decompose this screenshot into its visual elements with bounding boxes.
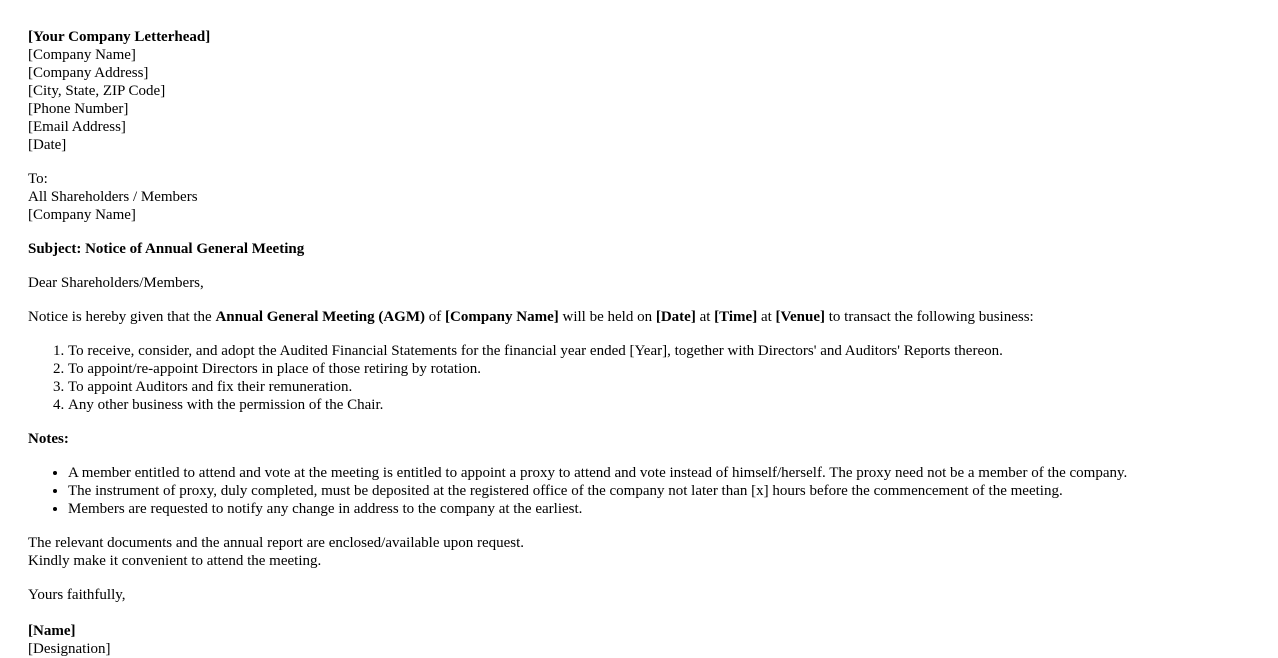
- intro-company-name: [Company Name]: [445, 309, 559, 325]
- intro-text: at: [695, 309, 715, 325]
- recipient-group: All Shareholders / Members: [28, 189, 198, 205]
- subject-line: Subject: Notice of Annual General Meeting: [28, 241, 305, 257]
- letterhead-company-name: [Company Name]: [28, 47, 136, 63]
- notes-heading: Notes:: [28, 431, 69, 447]
- spacer: [28, 154, 1278, 170]
- spacer: [28, 570, 1278, 586]
- intro-paragraph: [28, 308, 1278, 326]
- intro-meeting-name: Annual General Meeting (AGM): [215, 309, 426, 325]
- spacer: [28, 224, 1278, 240]
- letterhead-block: [28, 28, 1278, 154]
- signatory-name: [Name]: [28, 623, 76, 639]
- recipient-block: [28, 170, 1278, 224]
- spacer: [28, 604, 1278, 620]
- intro-text: of: [425, 309, 446, 325]
- letterhead-city-state-zip: [City, State, ZIP Code]: [28, 83, 166, 99]
- letterhead-phone: [Phone Number]: [28, 101, 129, 117]
- documents-line: The relevant documents and the annual report are enclosed/available upon request.: [28, 535, 525, 551]
- spacer: [28, 258, 1278, 274]
- note-item: • Members are requested to notify any change in address to the company at the earliest.: [68, 500, 1278, 518]
- recipient-company: [Company Name]: [28, 207, 136, 223]
- letterhead-email: [Email Address]: [28, 119, 126, 135]
- spacer: [28, 448, 1278, 464]
- intro-text: at: [757, 309, 776, 325]
- spacer: [28, 518, 1278, 534]
- intro-text: to transact the following business:: [824, 309, 1034, 325]
- business-item: 1. To receive, consider, and adopt the Audited Financial Statements for the financial year ended [Year], together with Directors' and Auditors' Reports thereon.: [68, 342, 1278, 360]
- business-list: [28, 342, 1278, 414]
- letterhead-date: [Date]: [28, 137, 67, 153]
- business-item: 3. To appoint Auditors and fix their remuneration.: [68, 378, 1278, 396]
- intro-time: [Time]: [714, 309, 758, 325]
- business-item: 2. To appoint/re-appoint Directors in place of those retiring by rotation.: [68, 360, 1278, 378]
- intro-text: Notice is hereby given that the: [28, 309, 216, 325]
- spacer: [28, 292, 1278, 308]
- note-item: • A member entitled to attend and vote at the meeting is entitled to appoint a proxy to attend and vote instead of himself/herself. The proxy need not be a member of the company.: [68, 464, 1278, 482]
- signatory-designation: [Designation]: [28, 641, 111, 657]
- intro-date: [Date]: [655, 309, 696, 325]
- note-item: • The instrument of proxy, duly completed, must be deposited at the registered office of the company not later than [x] hours before the commencement of the meeting.: [68, 482, 1278, 500]
- recipient-to-label: To:: [28, 171, 48, 187]
- intro-text: will be held on: [558, 309, 656, 325]
- business-item: 4. Any other business with the permission of the Chair.: [68, 396, 1278, 414]
- salutation: Dear Shareholders/Members,: [28, 275, 204, 291]
- sign-off: Yours faithfully,: [28, 587, 126, 603]
- attend-line: Kindly make it convenient to attend the meeting.: [28, 553, 322, 569]
- notes-list: [28, 464, 1278, 518]
- intro-venue: [Venue]: [775, 309, 825, 325]
- spacer: [28, 414, 1278, 430]
- letterhead-company-address: [Company Address]: [28, 65, 149, 81]
- letterhead-heading: [Your Company Letterhead]: [28, 29, 211, 45]
- spacer: [28, 326, 1278, 342]
